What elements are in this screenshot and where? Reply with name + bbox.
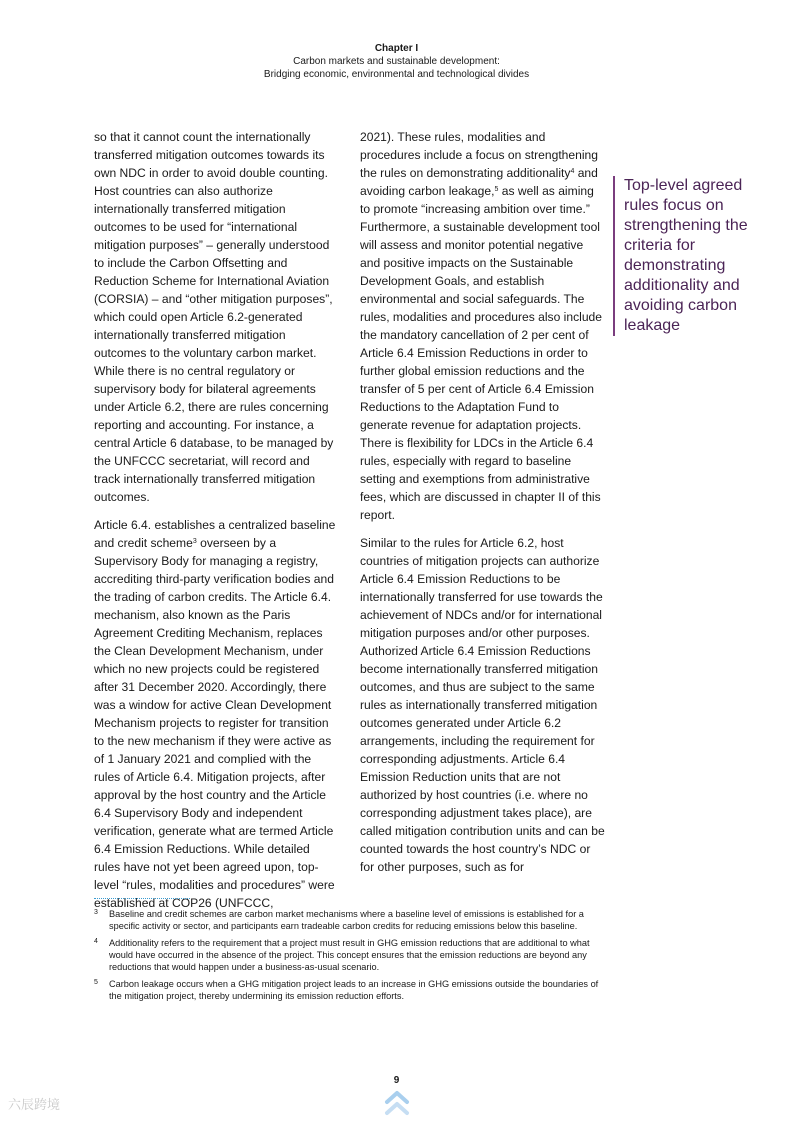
- footnote-text: Baseline and credit schemes are carbon market mechanisms where a baseline level of emissions is established for a specific activity or sector, and participants earn tradeable carbon credits for reducing emissions below this baseline.: [109, 909, 584, 931]
- footnote-3: [94, 908, 606, 932]
- left-column: [94, 128, 338, 922]
- chapter-label: Chapter I: [374, 43, 419, 54]
- footnote-ref-4[interactable]: 4: [570, 168, 575, 175]
- footnote-number: 3: [94, 909, 98, 916]
- body-paragraph: Similar to the rules for Article 6.2, host countries of mitigation projects can authorize Article 6.4 Emission Reductions to be internationally transferred for use towards the achievement of NDCs and/or for international mitigation purposes and/or other purposes. Authorized Article 6.4 Emission Reductions become internationally transferred mitigation outcomes, and thus are subject to the same rules as internationally transferred mitigation outcomes generated under Article 6.2 arrangements, including the requirement for corresponding adjustments. Article 6.4 Emission Reduction units that are not authorized by host countries (i.e. where no corresponding adjustment takes place), are called mitigation contribution units and can be counted towards the host country’s NDC or for other purposes, such as for: [360, 536, 605, 874]
- watermark: [8, 1094, 60, 1113]
- footnote-text: Additionality refers to the requirement that a project must result in GHG emission reductions that are additional to what would have occurred in the absence of the project. This concept ensures that the emission reductions are beyond any reductions that would happen under a business-as-usual scenario.: [109, 938, 590, 972]
- body-text: overseen by a Supervisory Body for managing a registry, accrediting third-party verification bodies and the trading of carbon credits. The Article 6.4. mechanism, also known as the Paris Agreement Crediting Mechanism, replaces the Clean Development Mechanism, under which no new projects could be registered after 31 December 2020. Accordingly, there was a window for active Clean Development Mechanism projects to register for transition to the new mechanism if they were active as of 1 January 2021 and complied with the rules of Article 6.4. Mitigation projects, after approval by the host country and the Article 6.4 Supervisory Body and independent verification, generate what are termed Article 6.4 Emission Reductions. While detailed rules have not yet been agreed upon, top-level “rules, modalities and procedures” were established at COP26 (UNFCCC,: [94, 536, 335, 910]
- footnote-number: 4: [94, 938, 98, 945]
- body-paragraph: so that it cannot count the internationally transferred mitigation outcomes towards its own NDC in order to avoid double counting. Host countries can also authorize internationally transferred mitigation outcomes to be used for “international mitigation purposes” – generally understood to include the Carbon Offsetting and Reduction Scheme for International Aviation (CORSIA) – and “other mitigation purposes”, which could open Article 6.2-generated internationally transferred mitigation outcomes to the voluntary carbon market. While there is no central regulatory or supervisory body for bilateral agreements under Article 6.2, there are rules concerning reporting and accounting. For instance, a central Article 6 database, to be managed by the UNFCCC secretariat, will record and track internationally transferred mitigation outcomes.: [94, 130, 334, 504]
- footnote-number: 5: [94, 979, 98, 986]
- page-number: 9: [393, 1075, 400, 1086]
- footnote-divider: [94, 898, 190, 899]
- body-text: 2021). These rules, modalities and procedures include a focus on strengthening the rules on demonstrating additionality: [360, 130, 599, 180]
- chapter-subtitle-line-2: Bridging economic, environmental and technological divides: [263, 69, 530, 80]
- footnote-ref-5[interactable]: 5: [494, 186, 499, 193]
- page-header: [0, 42, 793, 81]
- footnotes: [94, 908, 606, 1007]
- right-column: [360, 128, 605, 886]
- footnote-5: [94, 978, 606, 1002]
- watermark-text: 六辰跨境: [8, 1097, 61, 1112]
- pull-quote: Top-level agreed rules focus on strengthening the criteria for demonstrating additionality and avoiding carbon leakage: [613, 176, 774, 336]
- chapter-subtitle-line-1: Carbon markets and sustainable development:: [293, 56, 500, 67]
- body-text: as well as aiming to promote “increasing ambition over time.” Furthermore, a sustainable development tool will assess and monitor potential negative and positive impacts on the Sustainable Development Goals, and establish environmental and social safeguards. The rules, modalities and procedures also include the mandatory cancellation of 2 per cent of Article 6.4 Emission Reductions in order to further global emission reductions and the transfer of 5 per cent of Article 6.4 Emission Reductions to the Adaptation Fund to generate revenue for adaptation projects. There is flexibility for LDCs in the Article 6.4 rules, especially with regard to baseline setting and exemptions from administrative fees, which are discussed in chapter II of this report.: [360, 184, 603, 522]
- scroll-up-arrow-icon[interactable]: [384, 1088, 410, 1121]
- body-paragraph: [360, 128, 605, 524]
- body-text: Article 6.4. establishes a centralized baseline and credit scheme: [94, 518, 336, 550]
- body-paragraph: [94, 516, 338, 912]
- footnote-ref-3[interactable]: 3: [192, 538, 197, 545]
- footnote-4: [94, 937, 606, 973]
- footnote-text: Carbon leakage occurs when a GHG mitigation project leads to an increase in GHG emissions outside the boundaries of the mitigation project, thereby undermining its emission reduction efforts.: [109, 979, 599, 1001]
- body-text: and avoiding carbon leakage,: [360, 166, 598, 198]
